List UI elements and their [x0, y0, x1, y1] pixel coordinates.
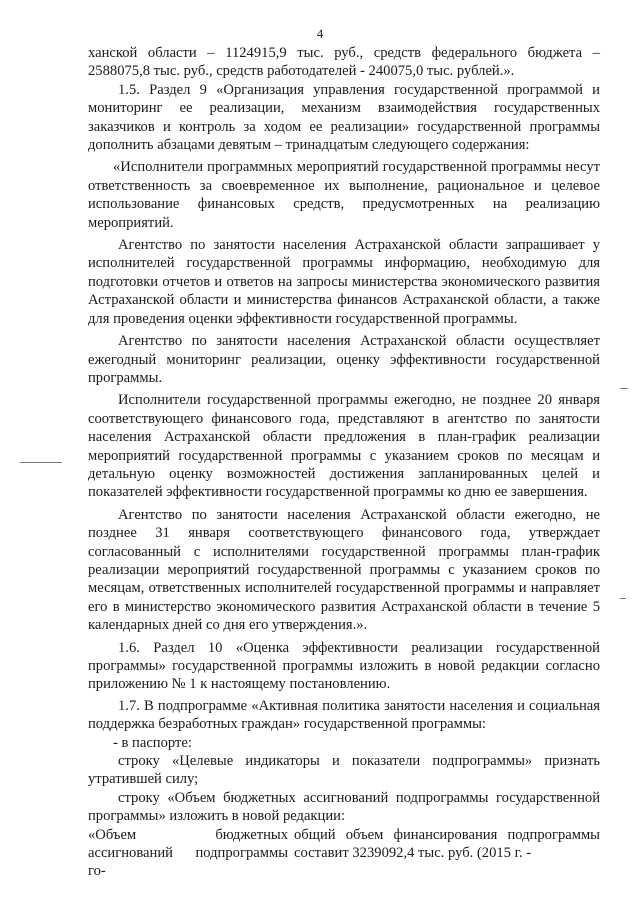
table-row	[88, 826, 600, 881]
paragraph: Агентство по занятости населения Астраханской области ежегодно, не позднее 31 января соответствующего финансового года, утверждает согласованный с исполнителями государственной программы план-график реализации мероприятий государственной программы с указанием сроков по месяцам, ответственных исполнителей государственной программы и направляет его в министерство экономического развития Астраханской области в течение 5 календарных дней со дня его утверждения.».	[88, 506, 600, 634]
passport-table	[88, 826, 600, 881]
margin-mark	[620, 388, 628, 389]
passport-row-label: «Объем бюджетных ассигнований подпрограммы го-	[88, 826, 288, 880]
document-body	[88, 44, 600, 881]
page-number: 4	[316, 26, 324, 41]
paragraph: 1.5. Раздел 9 «Организация управления государственной программой и мониторинг ее реализации, механизм взаимодействия государственных заказчиков и контроль за ходом ее реализации» государственной программы дополнить абзацами девятым – тринадцатым следующего содержания:	[88, 81, 600, 154]
paragraph: 1.6. Раздел 10 «Оценка эффективности реализации государственной программы» государственной программы изложить в новой редакции согласно приложению № 1 к настоящему постановлению.	[88, 639, 600, 693]
paragraph: Агентство по занятости населения Астраханской области осуществляет ежегодный мониторинг реализации, оценку эффективности государственной программы.	[88, 333, 600, 386]
paragraph: - в паспорте:	[113, 734, 192, 751]
paragraph: 1.7. В подпрограмме «Активная политика занятости населения и социальная поддержка безработных граждан» государственной программы:	[88, 697, 600, 733]
paragraph: ханской области – 1124915,9 тыс. руб., средств федерального бюджета – 2588075,8 тыс. руб., средств работодателей - 240075,0 тыс. рублей.».	[88, 45, 600, 80]
paragraph: строку «Объем бюджетных ассигнований подпрограммы государственной программы» изложить в новой редакции:	[88, 789, 600, 825]
margin-mark	[20, 462, 62, 463]
paragraph: «Исполнители программных мероприятий государственной программы несут ответственность за своевременное их выполнение, рациональное и целевое использование финансовых средств, предусмотренных на реализацию мероприятий.	[88, 159, 600, 231]
margin-mark	[620, 598, 626, 599]
paragraph: Агентство по занятости населения Астраханской области запрашивает у исполнителей государственной программы информацию, необходимую для подготовки отчетов и ответов на запросы министерства экономического развития Астраханской области и министерства финансов Астраханской области, а также для проведения оценки эффективности государственной программы.	[88, 237, 600, 327]
passport-row-value: общий объем финансирования подпрограммы составит 3239092,4 тыс. руб. (2015 г. -	[294, 826, 600, 862]
paragraph: Исполнители государственной программы ежегодно, не позднее 20 января соответствующего финансового года, представляют в агентство по занятости населения Астраханской области предложения в план-график реализации мероприятий государственной программы с указанием сроков по месяцам и детальную оценку возможностей достижения запланированных целей и показателей эффективности государственной программы ко дню ее завершения.	[88, 392, 600, 501]
paragraph: строку «Целевые индикаторы и показатели подпрограммы» признать утратившей силу;	[88, 753, 600, 788]
